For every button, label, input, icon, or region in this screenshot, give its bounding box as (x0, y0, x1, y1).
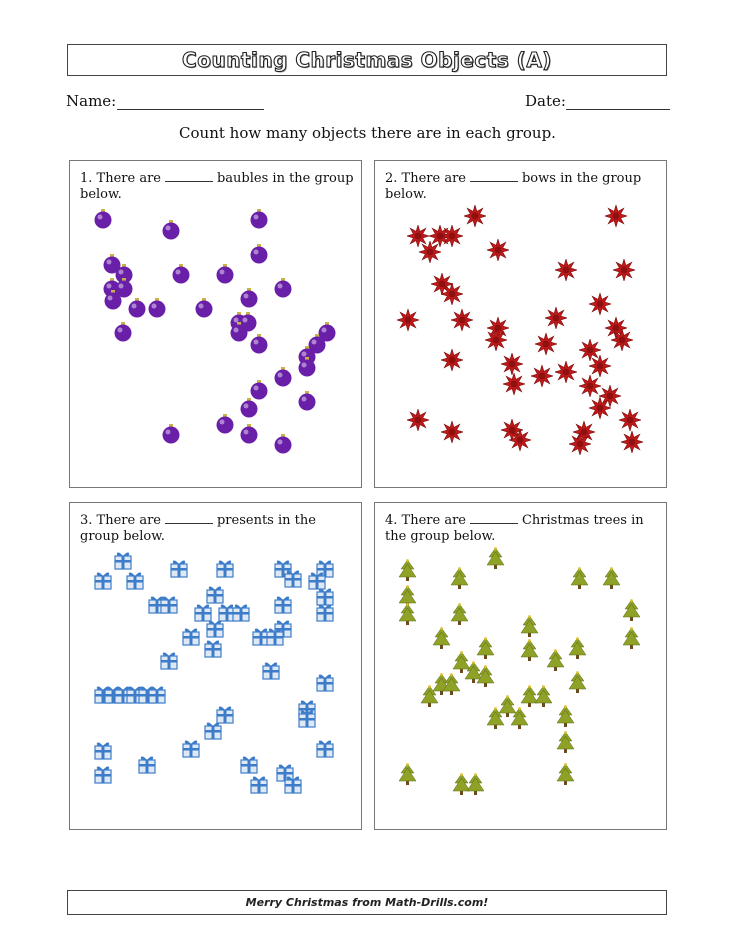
bow-icon (621, 431, 643, 453)
present-icon (205, 617, 227, 639)
tree-icon (441, 673, 463, 695)
tree-icon (449, 603, 471, 625)
tree-icon (397, 603, 419, 625)
bauble-icon (239, 397, 261, 419)
present-icon (93, 763, 115, 785)
bow-icon (611, 329, 633, 351)
tree-icon (475, 665, 497, 687)
present-icon (315, 601, 337, 623)
present-icon (169, 557, 191, 579)
tree-icon (569, 567, 591, 589)
question-prompt-1 (80, 171, 355, 203)
question-number: 2. (385, 171, 398, 186)
bauble-icon (249, 243, 271, 265)
bow-icon (485, 329, 507, 351)
tree-icon (485, 547, 507, 569)
worksheet-title: Counting Christmas Objects (A) (182, 48, 552, 72)
bow-icon (503, 373, 525, 395)
present-icon (239, 753, 261, 775)
bauble-icon (249, 333, 271, 355)
question-number: 4. (385, 513, 398, 528)
bow-icon (441, 421, 463, 443)
tree-icon (621, 627, 643, 649)
bow-icon (397, 309, 419, 331)
bow-icon (535, 333, 557, 355)
present-icon (203, 637, 225, 659)
tree-icon (397, 763, 419, 785)
bow-icon (419, 241, 441, 263)
present-icon (181, 737, 203, 759)
present-icon (159, 649, 181, 671)
bauble-icon (239, 423, 261, 445)
tree-icon (555, 705, 577, 727)
tree-icon (601, 567, 623, 589)
tree-icon (509, 707, 531, 729)
tree-icon (485, 707, 507, 729)
question-prompt-3 (80, 513, 355, 545)
bauble-icon (161, 423, 183, 445)
present-icon (93, 569, 115, 591)
present-icon (181, 625, 203, 647)
answer-blank-3[interactable] (165, 514, 213, 524)
question-text-pre: There are (96, 171, 161, 186)
bow-icon (531, 365, 553, 387)
tree-icon (519, 615, 541, 637)
present-icon (125, 569, 147, 591)
question-text-pre: There are (401, 171, 466, 186)
answer-blank-2[interactable] (470, 172, 518, 182)
question-number: 3. (80, 513, 93, 528)
footer-text: Merry Christmas from Math-Drills.com! (245, 896, 489, 909)
bauble-icon (161, 219, 183, 241)
present-icon (249, 773, 271, 795)
present-icon (159, 593, 181, 615)
tree-icon (567, 671, 589, 693)
name-label: Name: (66, 92, 117, 110)
present-icon (297, 707, 319, 729)
bauble-icon (239, 287, 261, 309)
question-text-post: bows in the group below. (385, 171, 642, 202)
present-icon (215, 557, 237, 579)
bow-icon (487, 239, 509, 261)
present-icon (203, 719, 225, 741)
present-icon (231, 601, 253, 623)
instructions: Count how many objects there are in each group. (179, 124, 556, 142)
question-text-post: baubles in the group below. (80, 171, 354, 202)
footer-box (67, 890, 667, 915)
question-text-pre: There are (401, 513, 466, 528)
bauble-icon (297, 390, 319, 412)
question-text-post: presents in the group below. (80, 513, 316, 544)
bow-icon (407, 409, 429, 431)
bauble-icon (215, 413, 237, 435)
tree-icon (555, 731, 577, 753)
bow-icon (579, 375, 601, 397)
tree-icon (431, 627, 453, 649)
answer-blank-1[interactable] (165, 172, 213, 182)
present-icon (283, 773, 305, 795)
bow-icon (441, 283, 463, 305)
present-icon (93, 739, 115, 761)
present-icon (261, 659, 283, 681)
question-text-pre: There are (96, 513, 161, 528)
date-label: Date: (525, 92, 566, 110)
tree-icon (465, 773, 487, 795)
bow-icon (589, 397, 611, 419)
title-box (67, 44, 667, 76)
date-field[interactable] (566, 109, 670, 110)
present-icon (265, 625, 287, 647)
bow-icon (545, 307, 567, 329)
present-icon (315, 671, 337, 693)
tree-icon (555, 763, 577, 785)
question-prompt-4 (385, 513, 660, 545)
bauble-icon (273, 277, 295, 299)
tree-icon (567, 637, 589, 659)
bow-icon (555, 361, 577, 383)
tree-icon (475, 637, 497, 659)
bauble-icon (103, 289, 125, 311)
tree-icon (545, 649, 567, 671)
bow-icon (589, 355, 611, 377)
tree-icon (449, 567, 471, 589)
bow-icon (619, 409, 641, 431)
bow-icon (501, 353, 523, 375)
tree-icon (533, 685, 555, 707)
bow-icon (605, 205, 627, 227)
present-icon (273, 593, 295, 615)
bow-icon (613, 259, 635, 281)
bow-icon (441, 225, 463, 247)
tree-icon (519, 639, 541, 661)
bow-icon (569, 433, 591, 455)
bauble-icon (194, 297, 216, 319)
question-number: 1. (80, 171, 93, 186)
bauble-icon (249, 208, 271, 230)
present-icon (137, 753, 159, 775)
bauble-icon (113, 321, 135, 343)
bauble-icon (229, 321, 251, 343)
present-icon (113, 549, 135, 571)
bow-icon (509, 429, 531, 451)
bow-icon (555, 259, 577, 281)
bauble-icon (147, 297, 169, 319)
tree-icon (397, 559, 419, 581)
name-field[interactable] (117, 109, 264, 110)
bow-icon (589, 293, 611, 315)
bow-icon (464, 205, 486, 227)
bauble-icon (215, 263, 237, 285)
present-icon (147, 683, 169, 705)
bauble-icon (273, 433, 295, 455)
question-text-post: Christmas trees in the group below. (385, 513, 644, 544)
answer-blank-4[interactable] (470, 514, 518, 524)
present-icon (283, 567, 305, 589)
present-icon (315, 737, 337, 759)
bow-icon (441, 349, 463, 371)
bauble-icon (297, 356, 319, 378)
bauble-icon (93, 208, 115, 230)
tree-icon (621, 599, 643, 621)
question-prompt-2 (385, 171, 660, 203)
bow-icon (451, 309, 473, 331)
bauble-icon (273, 366, 295, 388)
bauble-icon (171, 263, 193, 285)
bauble-icon (127, 297, 149, 319)
tree-icon (419, 685, 441, 707)
